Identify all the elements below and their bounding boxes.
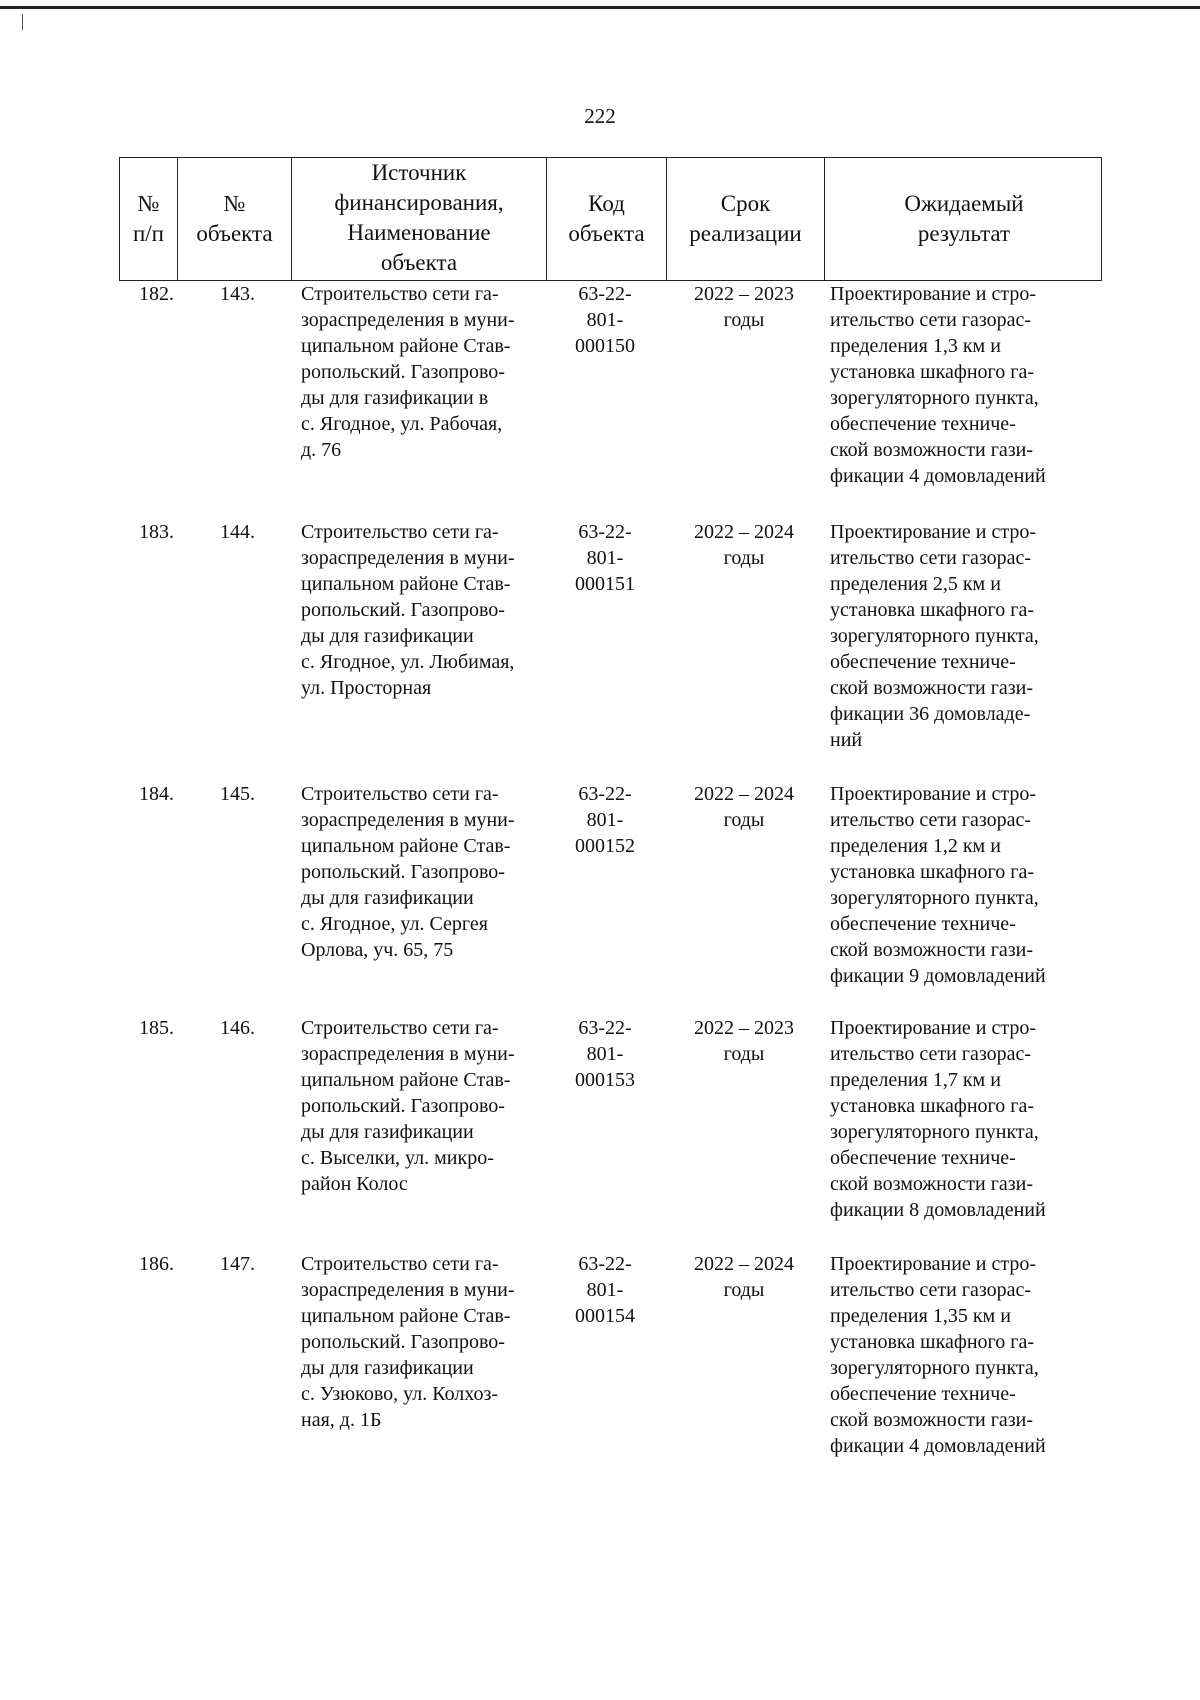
cell-pp: 182. — [139, 283, 174, 305]
table-row — [119, 519, 1102, 781]
header-pp: № п/п — [132, 191, 164, 246]
cell-pp: 186. — [139, 1253, 174, 1275]
cell-source: Строительство сети га- зораспределения в муни- ципальном районе Став- ропольский. Газопрово- ды для газификации с. Узюково, ул. Колхоз- ная, д. 1Б — [301, 1253, 515, 1431]
cell-term: 2022 – 2023 годы — [694, 283, 794, 331]
cell-code: 63-22- 801- 000153 — [575, 1017, 635, 1091]
cell-source: Строительство сети га- зораспределения в муни- ципальном районе Став- ропольский. Газопрово- ды для газификации с. Выселки, ул. микро- район Колос — [301, 1017, 515, 1195]
table-row — [119, 1251, 1102, 1471]
cell-term: 2022 – 2024 годы — [694, 783, 794, 831]
cell-pp: 185. — [139, 1017, 174, 1039]
header-object-number: № объекта — [177, 158, 291, 280]
table-row — [119, 281, 1102, 519]
cell-term: 2022 – 2023 годы — [694, 1017, 794, 1065]
cell-result: Проектирование и стро- ительство сети газорас- пределения 1,7 км и установка шкафного га- зорегуляторного пункта, обеспечение техниче- ской возможности гази- фикации 8 домовладений — [830, 1017, 1046, 1221]
header-result: Ожидаемый результат — [824, 158, 1103, 280]
cell-pp: 184. — [139, 783, 174, 805]
top-border-line — [0, 6, 1200, 9]
cell-term: 2022 – 2024 годы — [694, 1253, 794, 1301]
cell-result: Проектирование и стро- ительство сети газорас- пределения 1,2 км и установка шкафного га- зорегуляторного пункта, обеспечение техниче- ской возможности гази- фикации 9 домовладений — [830, 783, 1046, 987]
projects-table — [119, 157, 1102, 1471]
table-header — [119, 157, 1102, 281]
cell-source: Строительство сети га- зораспределения в муни- ципальном районе Став- ропольский. Газопрово- ды для газификации с. Ягодное, ул. Любимая, ул. Просторная — [301, 521, 515, 699]
table-row — [119, 781, 1102, 1015]
header-code: Код объекта — [546, 158, 666, 280]
cell-result: Проектирование и стро- ительство сети газорас- пределения 1,35 км и установка шкафного га- зорегуляторного пункта, обеспечение техниче- ской возможности гази- фикации 4 домовладений — [830, 1253, 1046, 1457]
cell-object-number: 146. — [220, 1017, 255, 1039]
cell-result: Проектирование и стро- ительство сети газорас- пределения 2,5 км и установка шкафного га- зорегуляторного пункта, обеспечение техниче- ской возможности гази- фикации 36 домовладе- ний — [830, 521, 1039, 751]
cell-code: 63-22- 801- 000152 — [575, 783, 635, 857]
cell-object-number: 147. — [220, 1253, 255, 1275]
table-row — [119, 1015, 1102, 1251]
cell-source: Строительство сети га- зораспределения в муни- ципальном районе Став- ропольский. Газопрово- ды для газификации в с. Ягодное, ул. Рабочая, д. 76 — [301, 283, 515, 461]
cell-object-number: 145. — [220, 783, 255, 805]
cell-result: Проектирование и стро- ительство сети газорас- пределения 1,3 км и установка шкафного га- зорегуляторного пункта, обеспечение техниче- ской возможности гази- фикации 4 домовладений — [830, 283, 1046, 487]
header-term: Срок реализации — [666, 158, 824, 280]
cell-source: Строительство сети га- зораспределения в муни- ципальном районе Став- ропольский. Газопрово- ды для газификации с. Ягодное, ул. Сергея Орлова, уч. 65, 75 — [301, 783, 515, 961]
header-source: Источник финансирования, Наименование объекта — [291, 158, 546, 280]
cell-term: 2022 – 2024 годы — [694, 521, 794, 569]
cell-object-number: 143. — [220, 283, 255, 305]
cell-pp: 183. — [139, 521, 174, 543]
cell-code: 63-22- 801- 000150 — [575, 283, 635, 357]
cell-code: 63-22- 801- 000151 — [575, 521, 635, 595]
page-number: 222 — [584, 104, 616, 128]
cell-code: 63-22- 801- 000154 — [575, 1253, 635, 1327]
margin-mark — [22, 14, 23, 30]
cell-object-number: 144. — [220, 521, 255, 543]
